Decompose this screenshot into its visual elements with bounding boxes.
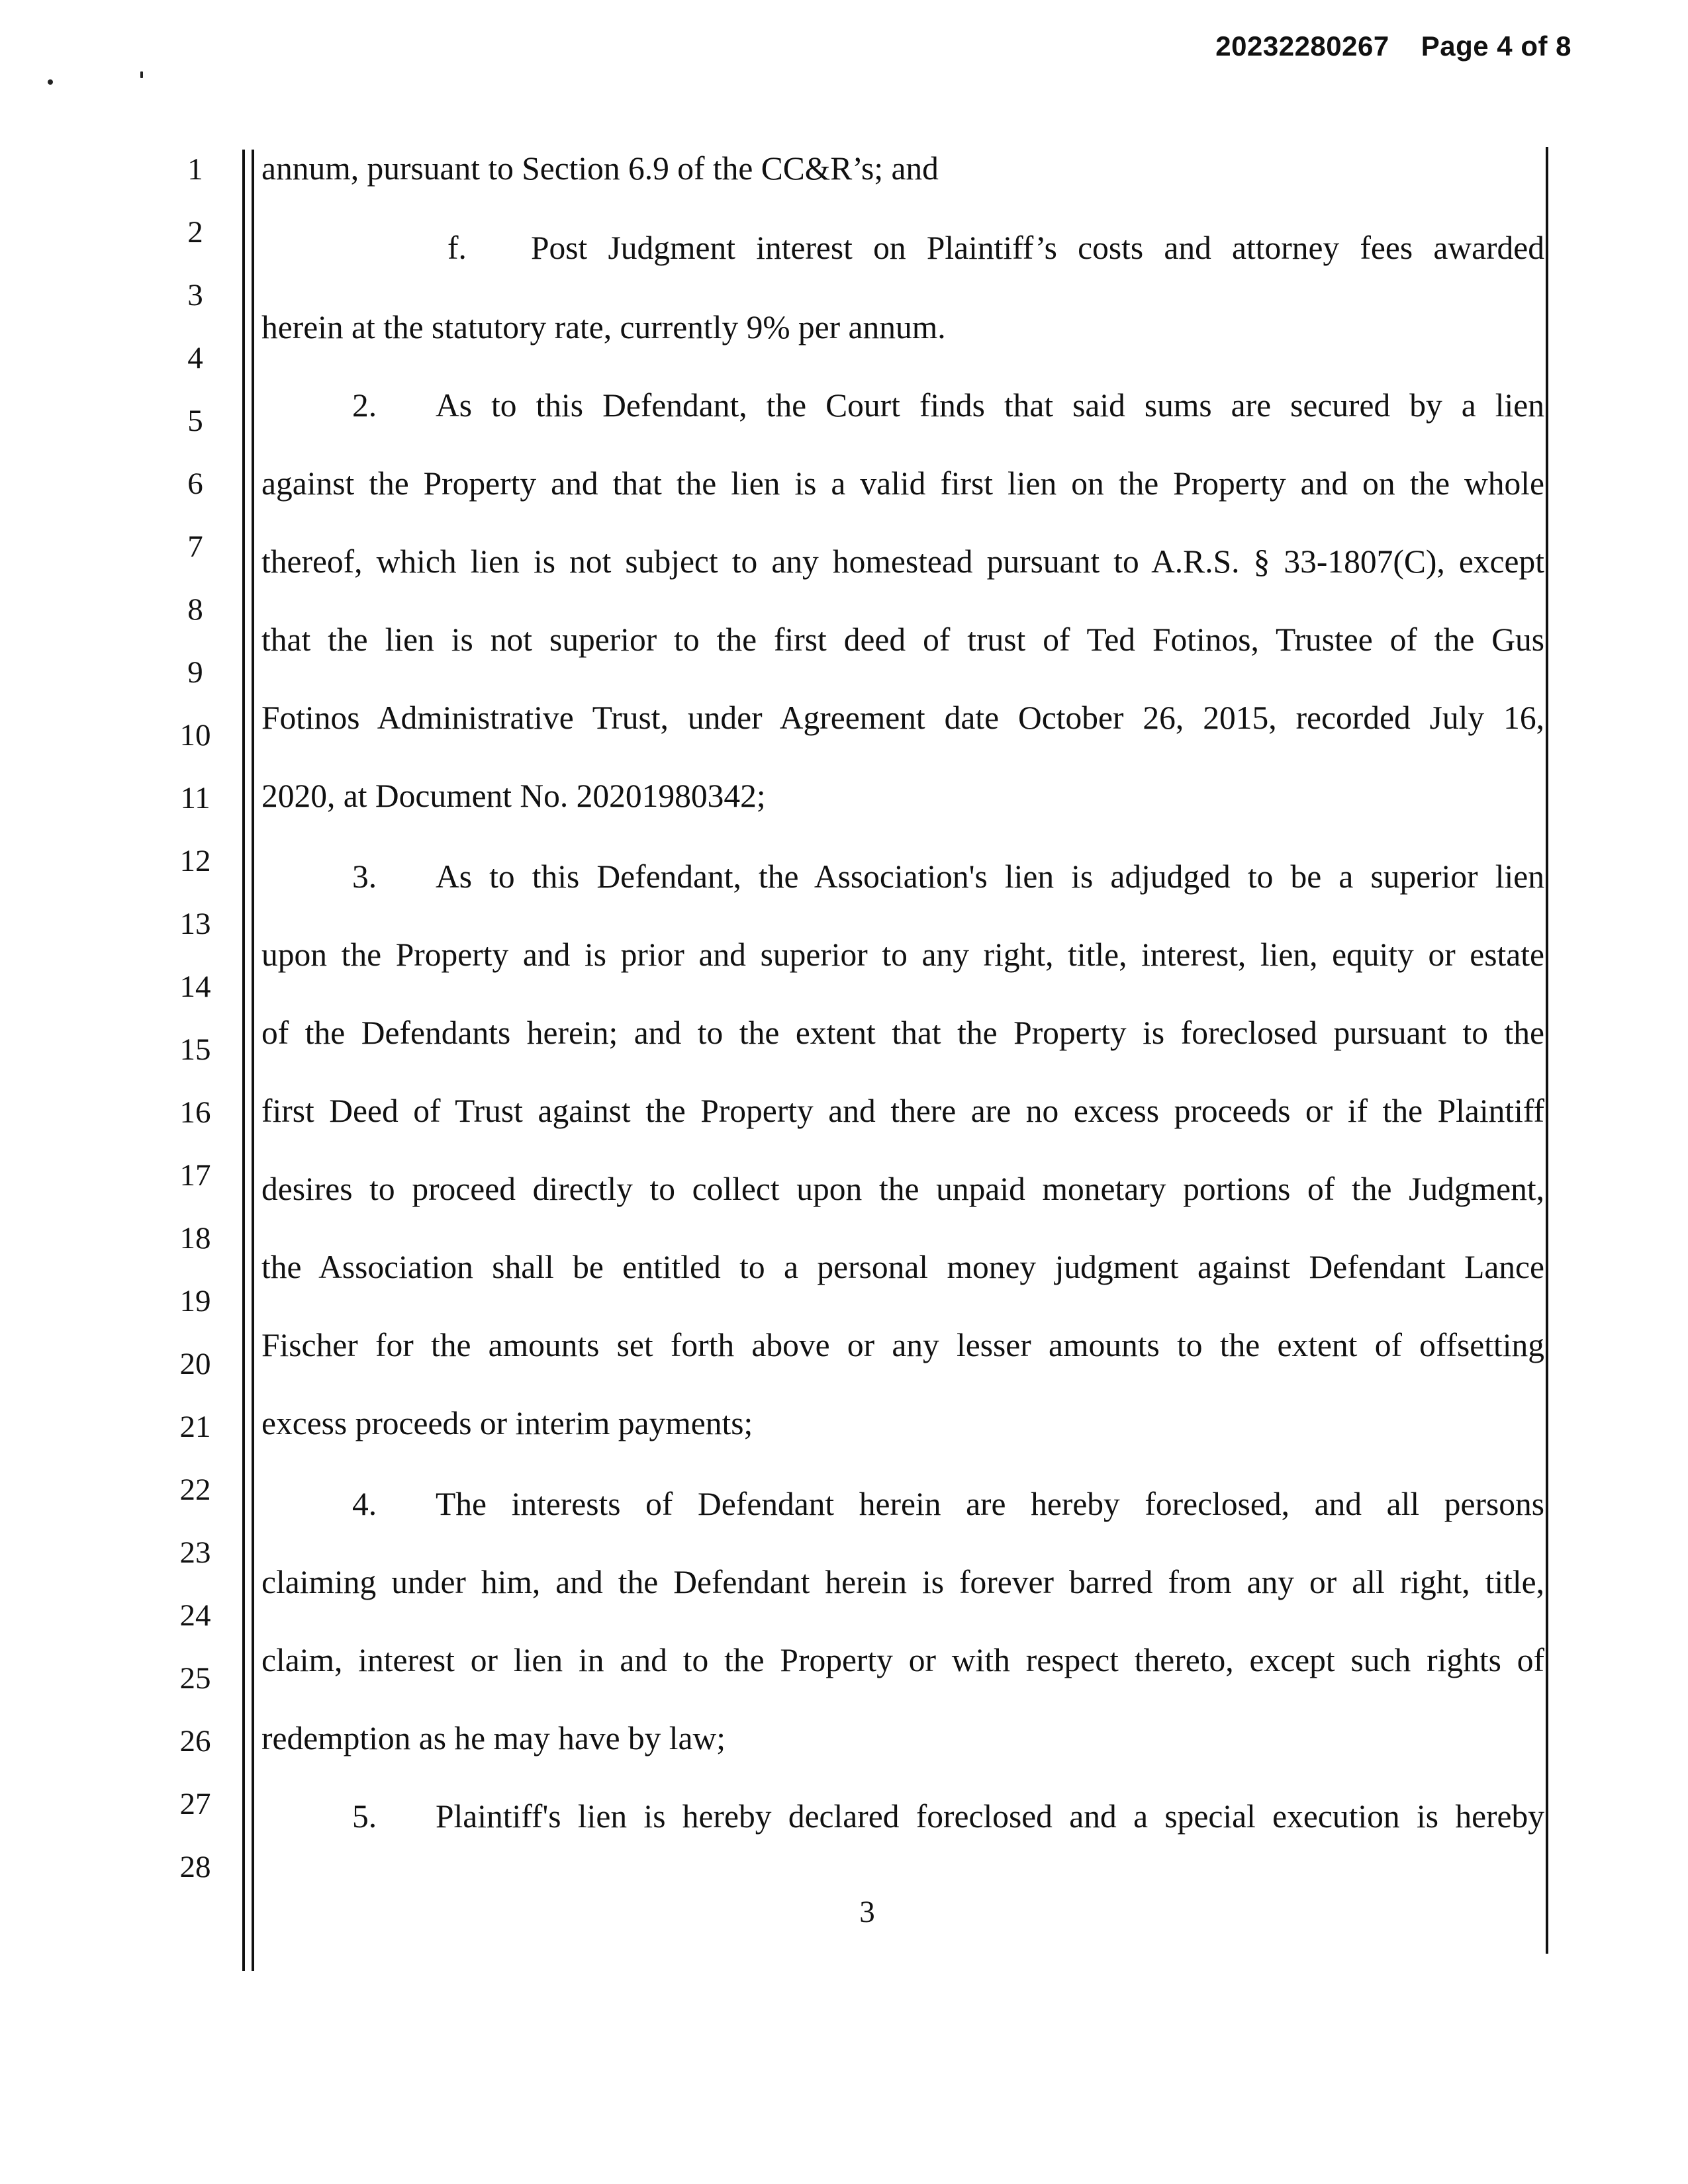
item-text: Post Judgment interest on Plaintiff’s costs and attorney fees awarded [531,230,1544,266]
line-number: 22 [179,1473,211,1507]
text-line: desires to proceed directly to collect upon the unpaid monetary portions of the Judgment, [261,1171,1544,1207]
line-number: 18 [179,1221,211,1255]
line-number: 3 [187,278,203,312]
text-line [447,232,1544,265]
paragraph-text: Plaintiff's lien is hereby declared foreclosed and a special execution is hereby [436,1798,1544,1835]
line-number: 5 [187,404,203,438]
text-line: Fotinos Administrative Trust, under Agreement date October 26, 2015, recorded July 16, [261,700,1544,736]
paragraph-number: 3. [352,858,377,895]
line-number: 1 [187,152,203,187]
text-line: upon the Property and is prior and superior to any right, title, interest, lien, equity or estate [261,936,1544,973]
line-number: 27 [179,1787,211,1821]
line-number: 20 [179,1347,211,1381]
line-number: 13 [179,907,211,941]
paragraph-number: 5. [352,1798,377,1835]
text-line: Fischer for the amounts set forth above or any lesser amounts to the extent of offsetting [261,1327,1544,1363]
line-number: 8 [187,592,203,627]
paragraph-number: 4. [352,1486,377,1522]
line-number: 10 [179,718,211,752]
item-marker: f. [447,230,467,266]
line-number: 16 [179,1095,211,1130]
line-number: 2 [187,215,203,250]
text-line [352,1488,1544,1521]
line-number: 24 [179,1598,211,1633]
text-line: claiming under him, and the Defendant herein is forever barred from any or all right, title, [261,1564,1544,1600]
line-number: 19 [179,1284,211,1318]
text-line: herein at the statutory rate, currently 9% per annum. [261,309,946,345]
paragraph-text: As to this Defendant, the Court finds that said sums are secured by a lien [436,387,1544,424]
line-number: 12 [179,844,211,878]
document-number: 20232280267 [1215,30,1389,62]
line-number: 28 [179,1850,211,1884]
paragraph-text: As to this Defendant, the Association's lien is adjudged to be a superior lien [436,858,1544,895]
line-number: 21 [179,1410,211,1444]
text-line [352,1800,1544,1833]
line-number: 25 [179,1661,211,1696]
text-line: annum, pursuant to Section 6.9 of the CC&R’s; and [261,150,939,187]
line-number: 4 [187,341,203,375]
line-number: 23 [179,1535,211,1570]
text-line: excess proceeds or interim payments; [261,1405,753,1441]
text-line: first Deed of Trust against the Property and there are no excess proceeds or if the Plaintiff [261,1093,1544,1129]
text-line: that the lien is not superior to the first deed of trust of Ted Fotinos, Trustee of the Gus [261,621,1544,658]
text-line: 2020, at Document No. 20201980342; [261,778,766,814]
line-number: 17 [179,1158,211,1193]
text-line: against the Property and that the lien is a valid first lien on the Property and on the whole [261,465,1544,502]
text-line: redemption as he may have by law; [261,1720,726,1756]
text-line: thereof, which lien is not subject to any homestead pursuant to A.R.S. § 33-1807(C), except [261,543,1544,580]
text-line: claim, interest or lien in and to the Property or with respect thereto, except such rights of [261,1642,1544,1678]
text-line: the Association shall be entitled to a personal money judgment against Defendant Lance [261,1249,1544,1285]
text-line [352,860,1544,893]
line-number: 9 [187,655,203,690]
line-number: 14 [179,970,211,1004]
line-number: 6 [187,467,203,501]
page-label: Page 4 of 8 [1421,30,1571,62]
paragraph-text: The interests of Defendant herein are hereby foreclosed, and all persons [436,1486,1544,1522]
footer-page-number: 3 [859,1895,875,1929]
line-number: 11 [180,781,211,815]
line-number: 26 [179,1724,211,1758]
line-number: 15 [179,1032,211,1067]
text-line: of the Defendants herein; and to the extent that the Property is foreclosed pursuant to the [261,1015,1544,1051]
paragraph-number: 2. [352,387,377,424]
text-line [352,389,1544,422]
line-number: 7 [187,529,203,564]
